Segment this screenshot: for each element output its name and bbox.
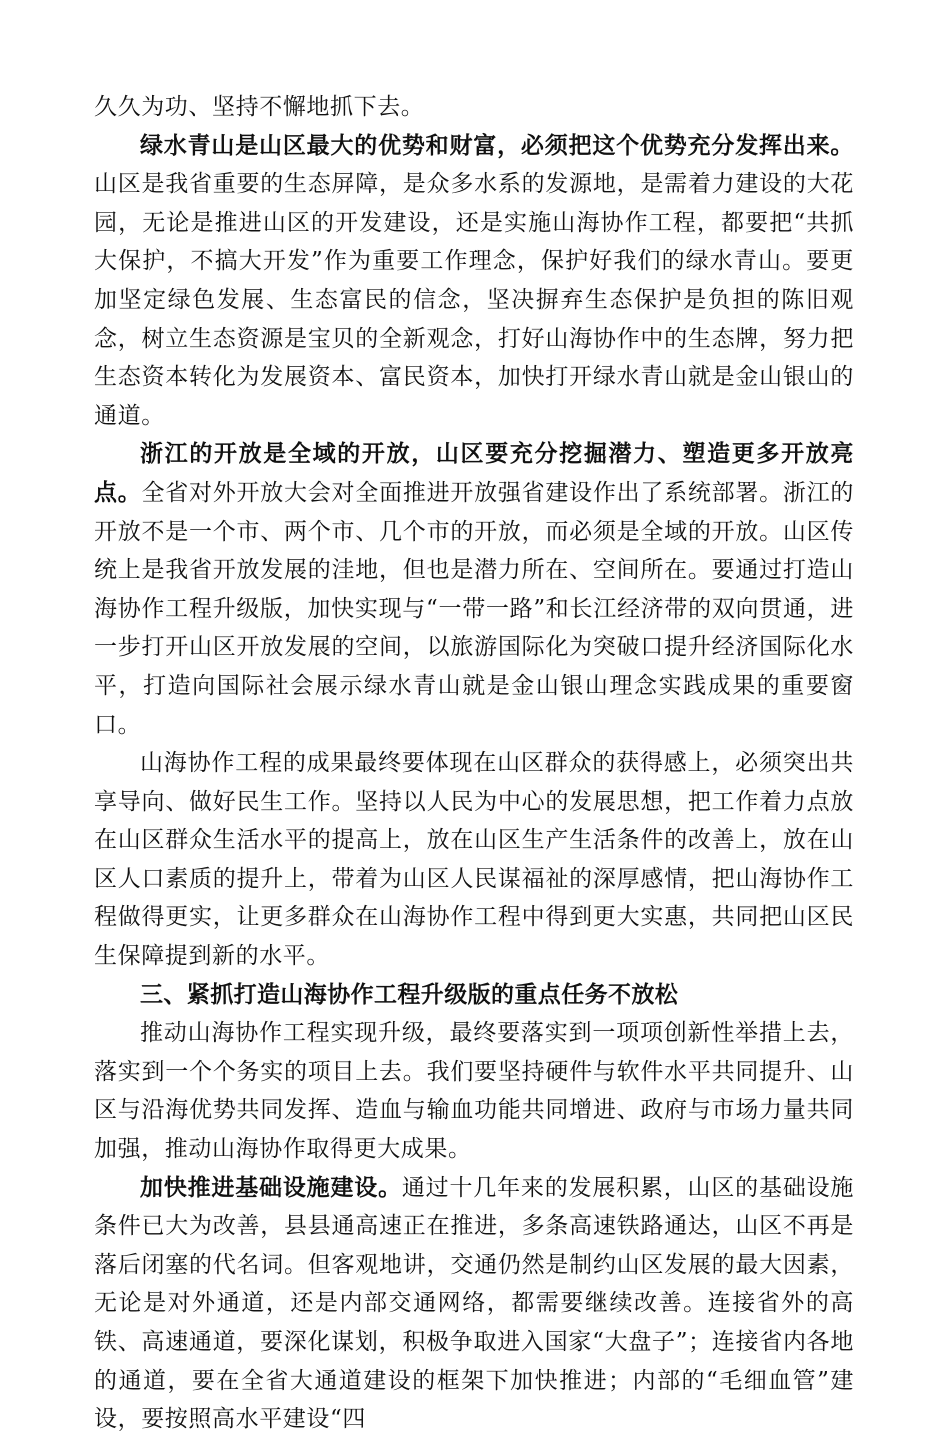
paragraph-text: 山海协作工程的成果最终要体现在山区群众的获得感上，必须突出共享导向、做好民生工作。坚持以人民为中心的发展思想，把工作着力点放在山区群众生活水平的提高上，放在山区生产生活条件的改善上，放在山区人口素质的提升上，带着为山区人民谋福祉的深厚感情，把山海协作工程做得更实，让更多群众在山海协作工程中得到更大实惠，共同把山区民生保障提到新的水平。 xyxy=(94,750,854,970)
paragraph-lead-sentence: 绿水青山是山区最大的优势和财富，必须把这个优势充分发挥出来。 xyxy=(140,131,854,159)
paragraph-text: 通过十几年来的发展积累，山区的基础设施条件已大为改善，县县通高速正在推进，多条高速铁路通达，山区不再是落后闭塞的代名词。但客观地讲，交通仍然是制约山区发展的最大因素，无论是对外通道，还是内部交通网络，都需要继续改善。连接省外的高铁、高速通道，要深化谋划，积极争取进入国家“大盘子”；连接省内各地的通道，要在全省大通道建设的框架下加快推进；内部的“毛细血管”建设，要按照高水平建设“四 xyxy=(94,1174,854,1433)
paragraph-text: 久久为功、坚持不懈地抓下去。 xyxy=(94,94,425,120)
paragraph-continuation xyxy=(94,88,854,127)
paragraph-livelihood xyxy=(94,744,854,976)
paragraph-lead-sentence: 加快推进基础设施建设。 xyxy=(140,1173,402,1201)
paragraph-text: 推动山海协作工程实现升级，最终要落实到一项项创新性举措上去，落实到一个个务实的项目上去。我们要坚持硬件与软件水平共同提升、山区与沿海优势共同发挥、造血与输血功能共同增进、政府与市场力量共同加强，推动山海协作取得更大成果。 xyxy=(94,1020,854,1163)
paragraph-text: 全省对外开放大会对全面推进开放强省建设作出了系统部署。浙江的开放不是一个市、两个市、几个市的开放，而必须是全域的开放。山区传统上是我省开放发展的洼地，但也是潜力所在、空间所在。要通过打造山海协作工程升级版，加快实现与“一带一路”和长江经济带的双向贯通，进一步打开山区开放发展的空间，以旅游国际化为突破口提升经济国际化水平，打造向国际社会展示绿水青山就是金山银山理念实践成果的重要窗口。 xyxy=(94,479,855,738)
document-page xyxy=(94,88,854,1439)
section-heading: 三、紧抓打造山海协作工程升级版的重点任务不放松 xyxy=(140,981,679,1008)
paragraph-text: 山区是我省重要的生态屏障，是众多水系的发源地，是需着力建设的大花园，无论是推进山区的开发建设，还是实施山海协作工程，都要把“共抓大保护，不搞大开发”作为重要工作理念，保护好我们的绿水青山。要更加坚定绿色发展、生态富民的信念，坚决摒弃生态保护是负担的陈旧观念，树立生态资源是宝贝的全新观念，打好山海协作中的生态牌，努力把生态资本转化为发展资本、富民资本，加快打开绿水青山就是金山银山的通道。 xyxy=(94,171,854,429)
paragraph-lead-sentence: 浙江的开放是全域的开放，山区要充分挖掘潜力、塑造更多开放亮点。 xyxy=(94,440,854,506)
paragraph-infrastructure xyxy=(94,1169,854,1439)
paragraph-upgrade xyxy=(94,1014,854,1168)
paragraph-ecology xyxy=(94,127,854,436)
paragraph-openness xyxy=(94,435,854,744)
